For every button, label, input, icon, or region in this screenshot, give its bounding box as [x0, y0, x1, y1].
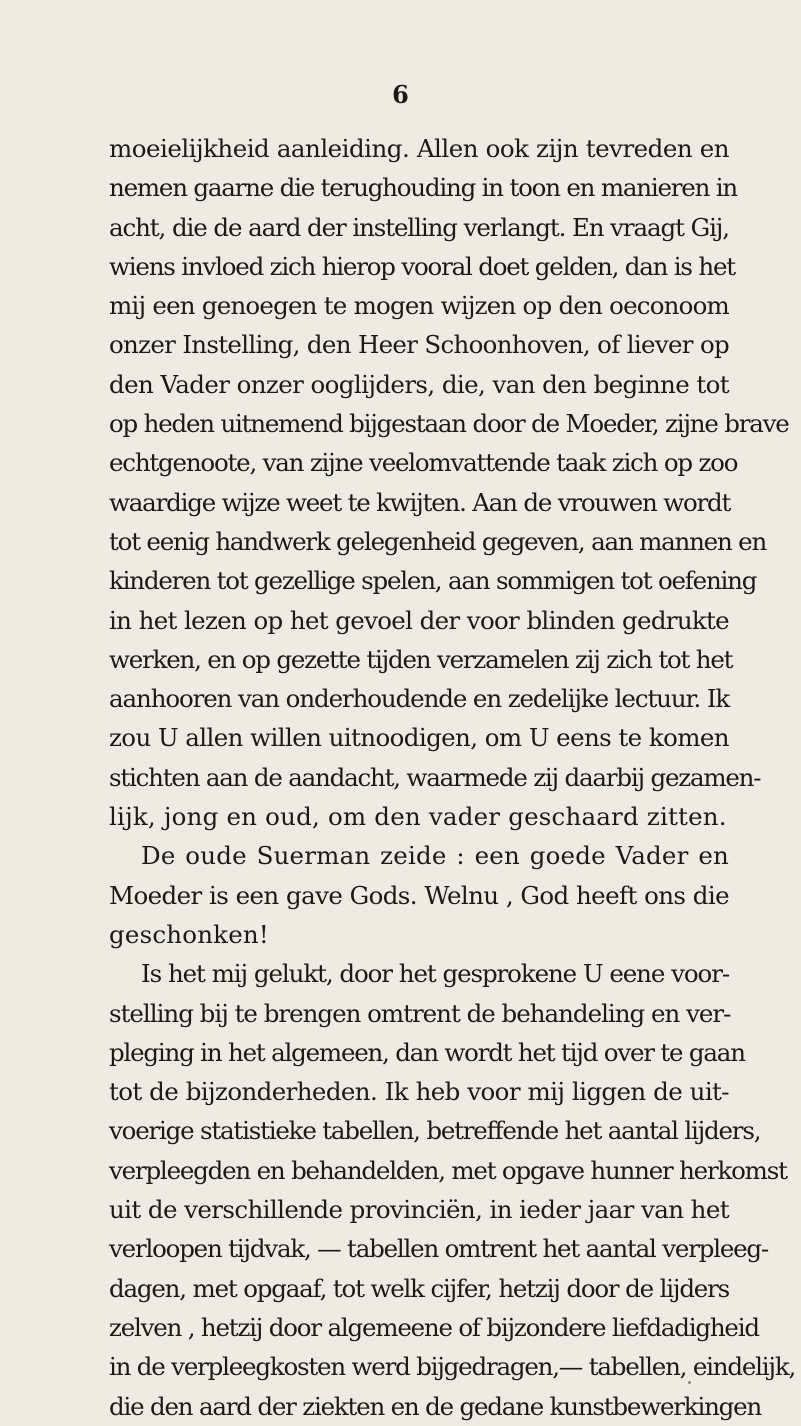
paper-speck — [688, 1381, 691, 1384]
text-line: lijk, jong en oud, om den vader geschaard zitten. — [109, 802, 727, 832]
text-line: verpleegden en behandelden, met opgave hunner herkomst — [109, 1155, 787, 1185]
text-line: stelling bij te brengen omtrent de behandeling en ver- — [109, 998, 731, 1028]
text-line: nemen gaarne die terughouding in toon en manieren in — [109, 173, 737, 203]
text-line: De oude Suerman zeide : een goede Vader en — [141, 841, 729, 871]
text-line: onzer Instelling, den Heer Schoonhoven, of liever op — [109, 330, 729, 360]
text-line: pleging in het algemeen, dan wordt het tijd over te gaan — [109, 1037, 745, 1067]
text-line: wiens invloed zich hierop vooral doet gelden, dan is het — [109, 251, 735, 281]
text-line: geschonken! — [109, 919, 269, 949]
text-line: voerige statistieke tabellen, betreffende het aantal lijders, — [109, 1116, 761, 1146]
text-line: aanhooren van onderhoudende en zedelijke lectuur. Ik — [109, 684, 730, 714]
text-line: die den aard der ziekten en de gedane kunstbewerkingen — [109, 1391, 762, 1421]
text-line: stichten aan de aandacht, waarmede zij daarbij gezamen- — [109, 762, 761, 792]
text-line: echtgenoote, van zijne veelomvattende taak zich op zoo — [109, 448, 738, 478]
text-line: zelven , hetzij door algemeene of bijzondere liefdadigheid — [109, 1312, 759, 1342]
text-line: uit de verschillende provinciën, in ieder jaar van het — [109, 1195, 729, 1225]
text-line: den Vader onzer ooglijders, die, van den beginne tot — [109, 369, 729, 399]
text-line: Moeder is een gave Gods. Welnu , God heeft ons die — [109, 880, 729, 910]
text-line: Is het mij gelukt, door het gesprokene U eene voor- — [141, 959, 729, 989]
text-line: dagen, met opgaaf, tot welk cijfer, hetzij door de lijders — [109, 1273, 729, 1303]
text-line: tot eenig handwerk gelegenheid gegeven, aan mannen en — [109, 526, 767, 556]
text-line: acht, die de aard der instelling verlangt. En vraagt Gij, — [109, 212, 729, 242]
text-line: in het lezen op het gevoel der voor blinden gedrukte — [109, 605, 729, 635]
text-line: waardige wijze weet te kwijten. Aan de vrouwen wordt — [109, 487, 731, 517]
text-line: moeielijkheid aanleiding. Allen ook zijn tevreden en — [109, 134, 729, 163]
text-line: in de verpleegkosten werd bijgedragen,— tabellen, eindelijk, — [109, 1352, 796, 1382]
text-line: zou U allen willen uitnoodigen, om U eens te komen — [109, 723, 729, 753]
body-text — [109, 129, 796, 1426]
text-line: op heden uitnemend bijgestaan door de Moeder, zijne brave — [109, 409, 789, 439]
text-line: mij een genoegen te mogen wijzen op den oeconoom — [109, 291, 729, 321]
page-number: 6 — [392, 80, 409, 109]
text-line: werken, en op gezette tijden verzamelen zij zich tot het — [109, 644, 733, 674]
text-line: tot de bijzonderheden. Ik heb voor mij liggen de uit- — [109, 1077, 729, 1107]
text-line: verloopen tijdvak, — tabellen omtrent het aantal verpleeg- — [109, 1234, 768, 1264]
text-line: kinderen tot gezellige spelen, aan sommigen tot oefening — [109, 566, 757, 596]
